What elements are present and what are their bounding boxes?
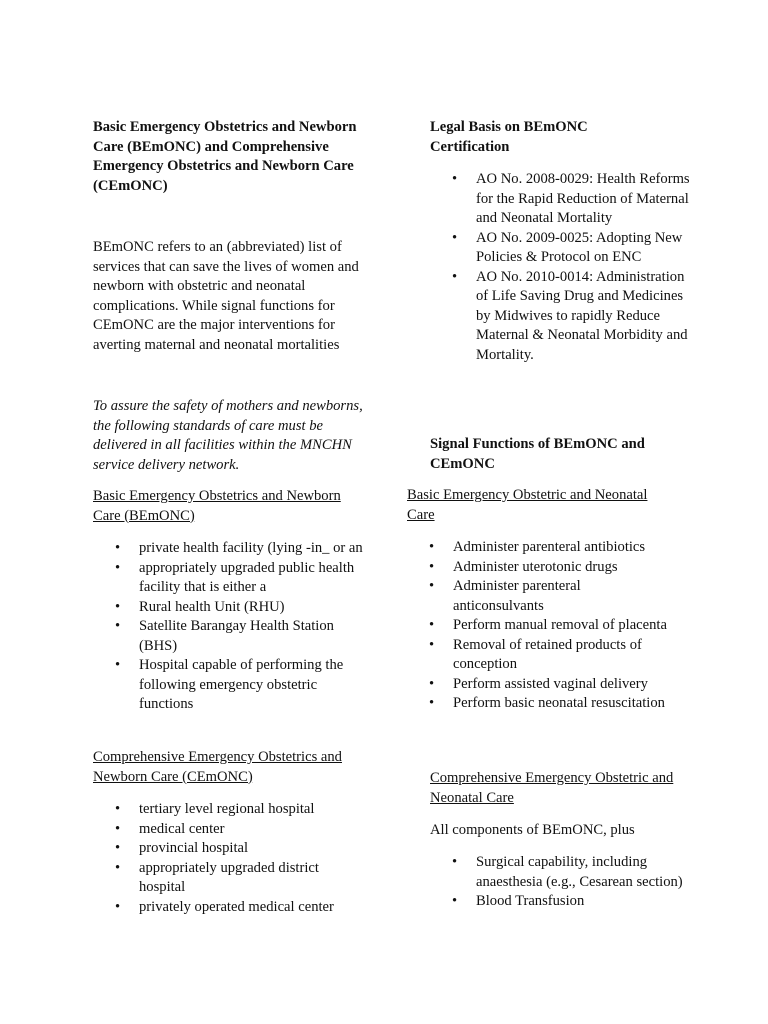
list-item: • Perform assisted vaginal delivery [407,675,667,695]
basic-care-heading: Basic Emergency Obstetric and Neonatal Care [407,487,648,523]
standards-note: To assure the safety of mothers and newborns, the following standards of care must be delivered in all facilities within the MNCHN service delivery network. [93,398,363,473]
comprehensive-intro: All components of BEmONC, plus [430,822,635,838]
list-item: • Perform basic neonatal resuscitation [407,694,667,714]
list-item: • Removal of retained products of conception [407,636,667,675]
list-item: • Blood Transfusion [430,892,690,912]
list-item: • Administer parenteral anticonsulvants [407,577,667,616]
list-item: • Rural health Unit (RHU) [93,598,368,618]
list-item: • private health facility (lying -in_ or an [93,539,368,559]
list-item: • Hospital capable of performing the following emergency obstetric functions [93,656,368,715]
list-item: • provincial hospital [93,839,368,859]
list-item: • AO No. 2010-0014: Administration of Life Saving Drug and Medicines by Midwives to rapidly Reduce Maternal & Neonatal Morbidity and Mortality. [430,268,690,366]
cemonc-heading: Comprehensive Emergency Obstetrics and Newborn Care (CEmONC) [93,749,342,785]
legal-basis-heading: Legal Basis on BEmONC Certification [430,119,588,155]
list-item: • Administer parenteral antibiotics [407,538,667,558]
list-item: • AO No. 2008-0029: Health Reforms for the Rapid Reduction of Maternal and Neonatal Mortality [430,170,690,229]
bemonc-heading: Basic Emergency Obstetrics and Newborn Care (BEmONC) [93,488,341,524]
bemonc-facility-list [93,539,368,715]
list-item: • medical center [93,820,368,840]
bemonc-intro-paragraph: BEmONC refers to an (abbreviated) list of services that can save the lives of women and newborn with obstetric and neonatal complications. While signal functions for CEmONC are the major interventions for averting maternal and neonatal mortalities [93,239,359,353]
list-item: • appropriately upgraded district hospital [93,859,368,898]
comprehensive-care-heading: Comprehensive Emergency Obstetric and Neonatal Care [430,770,674,806]
list-item: • Surgical capability, including anaesthesia (e.g., Cesarean section) [430,853,690,892]
comprehensive-signal-functions-list [430,853,690,912]
list-item: • Satellite Barangay Health Station (BHS) [93,617,368,656]
cemonc-facility-list [93,800,368,917]
signal-functions-heading: Signal Functions of BEmONC and CEmONC [430,436,645,472]
list-item: • Perform manual removal of placenta [407,616,667,636]
list-item: • appropriately upgraded public health facility that is either a [93,559,368,598]
document-title: Basic Emergency Obstetrics and Newborn Care (BEmONC) and Comprehensive Emergency Obstetrics and Newborn Care (CEmONC) [93,119,357,194]
basic-signal-functions-list [407,538,667,714]
legal-basis-list [430,170,690,365]
list-item: • privately operated medical center [93,898,368,918]
list-item: • AO No. 2009-0025: Adopting New Policies & Protocol on ENC [430,229,690,268]
list-item: • tertiary level regional hospital [93,800,368,820]
list-item: • Administer uterotonic drugs [407,558,667,578]
